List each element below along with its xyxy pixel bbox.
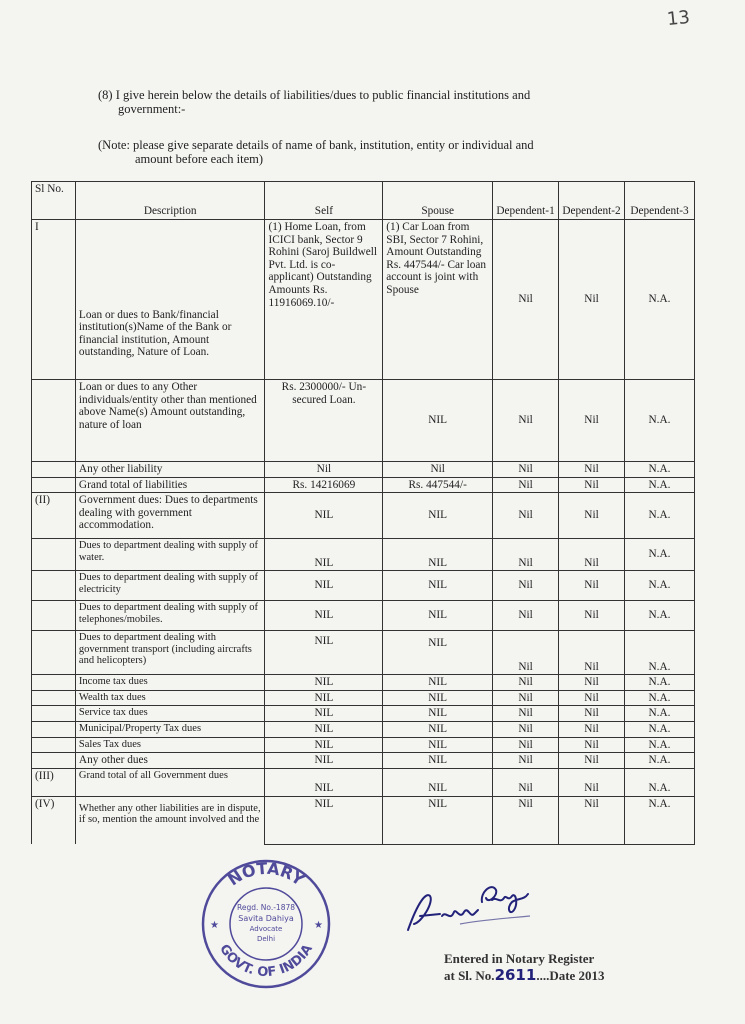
row-description: Any other dues: [75, 753, 265, 769]
intro-paragraph: [98, 88, 678, 116]
note-line: amount before each item): [135, 152, 264, 166]
row-dependent-3: N.A.: [625, 477, 695, 493]
row-sl: [32, 721, 76, 737]
table-row: [32, 462, 695, 478]
header-dependent-1: Dependent-1: [493, 182, 559, 220]
header-self: Self: [265, 182, 383, 220]
row-self: NIL: [265, 601, 383, 631]
header-dependent-3: Dependent-3: [625, 182, 695, 220]
row-dependent-1: Nil: [493, 631, 559, 675]
row-sl: [32, 571, 76, 601]
row-sl: [32, 706, 76, 722]
notary-stamp: [200, 858, 332, 990]
row-description: Grand total of liabilities: [75, 477, 265, 493]
row-dependent-2: Nil: [559, 493, 625, 539]
row-dependent-3: N.A.: [625, 601, 695, 631]
row-dependent-3: N.A.: [625, 737, 695, 753]
row-sl: [32, 753, 76, 769]
entered-line-2: [444, 967, 605, 984]
stamp-top-text: NOTARY: [224, 858, 308, 890]
row-self: NIL: [265, 768, 383, 796]
row-dependent-3: N.A.: [625, 675, 695, 691]
table-row: [32, 768, 695, 796]
row-dependent-1: Nil: [493, 796, 559, 844]
row-description: Wealth tax dues: [75, 690, 265, 706]
table-row: [32, 380, 695, 462]
row-dependent-2: Nil: [559, 675, 625, 691]
table-header-row: [32, 182, 695, 220]
row-sl: [32, 380, 76, 462]
header-spouse: Spouse: [383, 182, 493, 220]
row-self: NIL: [265, 796, 383, 844]
row-self: NIL: [265, 737, 383, 753]
table-row: [32, 796, 695, 844]
stamp-line: Savita Dahiya: [238, 914, 294, 923]
notary-register-entry: [444, 950, 605, 984]
row-dependent-1: Nil: [493, 706, 559, 722]
row-sl: (III): [32, 768, 76, 796]
table-row: [32, 539, 695, 571]
row-dependent-1: Nil: [493, 571, 559, 601]
table-row: [32, 631, 695, 675]
table-row: [32, 220, 695, 380]
row-dependent-1: Nil: [493, 737, 559, 753]
row-dependent-1: Nil: [493, 220, 559, 380]
header-sl: Sl No.: [32, 182, 76, 220]
row-dependent-2: Nil: [559, 571, 625, 601]
row-dependent-1: Nil: [493, 753, 559, 769]
star-icon: ★: [314, 920, 323, 931]
row-dependent-2: Nil: [559, 721, 625, 737]
table-row: [32, 493, 695, 539]
stamp-line: Delhi: [256, 935, 276, 943]
table-row: [32, 706, 695, 722]
row-dependent-3: N.A.: [625, 796, 695, 844]
row-self: Rs. 2300000/- Un-secured Loan.: [265, 380, 383, 462]
row-self: Nil: [265, 462, 383, 478]
row-description: Dues to department dealing with supply of electricity: [75, 571, 265, 601]
row-dependent-1: Nil: [493, 721, 559, 737]
row-dependent-1: Nil: [493, 690, 559, 706]
header-description: Description: [75, 182, 265, 220]
row-dependent-2: Nil: [559, 631, 625, 675]
entered-sl-label: at Sl. No.: [444, 968, 495, 983]
row-self: (1) Home Loan, from ICICI bank, Sector 9 Rohini (Saroj Buildwell Pvt. Ltd. is co-applicant) Outstanding Amounts Rs. 11916069.10/-: [265, 220, 383, 380]
intro-line: (8) I give herein below the details of liabilities/dues to public financial institutions and: [98, 88, 531, 102]
row-sl: (IV): [32, 796, 76, 844]
row-dependent-1: Nil: [493, 539, 559, 571]
table-row: [32, 477, 695, 493]
row-dependent-2: Nil: [559, 690, 625, 706]
row-dependent-3: N.A.: [625, 380, 695, 462]
row-self: NIL: [265, 631, 383, 675]
row-dependent-3: N.A.: [625, 690, 695, 706]
row-self: NIL: [265, 539, 383, 571]
row-description: Sales Tax dues: [75, 737, 265, 753]
row-dependent-3: N.A.: [625, 706, 695, 722]
row-spouse: NIL: [383, 539, 493, 571]
intro-line: government:-: [118, 102, 186, 116]
row-dependent-2: Nil: [559, 753, 625, 769]
row-description: Grand total of all Government dues: [75, 768, 265, 796]
signature: [400, 872, 540, 942]
row-spouse: NIL: [383, 721, 493, 737]
star-icon: ★: [210, 920, 219, 931]
row-dependent-2: Nil: [559, 380, 625, 462]
row-dependent-1: Nil: [493, 380, 559, 462]
row-spouse: (1) Car Loan from SBI, Sector 7 Rohini, Amount Outstanding Rs. 447544/- Car loan account is joint with Spouse: [383, 220, 493, 380]
row-dependent-1: Nil: [493, 675, 559, 691]
row-spouse: NIL: [383, 690, 493, 706]
row-description: Loan or dues to any Other individuals/entity other than mentioned above Name(s) Amount outstanding, nature of loan: [75, 380, 265, 462]
row-dependent-3: N.A.: [625, 721, 695, 737]
row-self: NIL: [265, 675, 383, 691]
row-sl: [32, 675, 76, 691]
row-sl: [32, 539, 76, 571]
row-self: NIL: [265, 571, 383, 601]
note-paragraph: [98, 138, 618, 166]
row-dependent-3: N.A.: [625, 768, 695, 796]
row-dependent-3: N.A.: [625, 462, 695, 478]
row-spouse: NIL: [383, 571, 493, 601]
row-sl: [32, 631, 76, 675]
row-spouse: NIL: [383, 768, 493, 796]
header-dependent-2: Dependent-2: [559, 182, 625, 220]
row-description: Loan or dues to Bank/financial institution(s)Name of the Bank or financial institution, Amount outstanding, Nature of Loan.: [75, 220, 265, 380]
row-spouse: NIL: [383, 493, 493, 539]
row-self: NIL: [265, 721, 383, 737]
row-sl: [32, 690, 76, 706]
stamp-line: Advocate: [249, 925, 283, 933]
row-spouse: Nil: [383, 462, 493, 478]
entered-date: ....Date 2013: [536, 968, 605, 983]
table-row: [32, 675, 695, 691]
table-row: [32, 571, 695, 601]
note-line: (Note: please give separate details of name of bank, institution, entity or individual and: [98, 138, 534, 152]
row-sl: [32, 737, 76, 753]
row-spouse: NIL: [383, 631, 493, 675]
row-dependent-3: N.A.: [625, 571, 695, 601]
row-dependent-2: Nil: [559, 462, 625, 478]
row-dependent-2: Nil: [559, 220, 625, 380]
row-dependent-3: N.A.: [625, 220, 695, 380]
row-spouse: NIL: [383, 380, 493, 462]
row-spouse: NIL: [383, 753, 493, 769]
row-sl: [32, 477, 76, 493]
row-self: Rs. 14216069: [265, 477, 383, 493]
row-dependent-2: Nil: [559, 737, 625, 753]
row-sl: [32, 601, 76, 631]
row-dependent-2: Nil: [559, 601, 625, 631]
row-dependent-2: Nil: [559, 706, 625, 722]
row-dependent-2: Nil: [559, 796, 625, 844]
row-description: Any other liability: [75, 462, 265, 478]
row-dependent-2: Nil: [559, 539, 625, 571]
row-dependent-1: Nil: [493, 462, 559, 478]
row-dependent-2: Nil: [559, 477, 625, 493]
row-description: Dues to department dealing with government transport (including aircrafts and helicopters): [75, 631, 265, 675]
page-number: 13: [666, 6, 692, 31]
row-description: Municipal/Property Tax dues: [75, 721, 265, 737]
stamp-line: Regd. No.-1878: [236, 903, 296, 912]
row-dependent-2: Nil: [559, 768, 625, 796]
row-spouse: NIL: [383, 601, 493, 631]
row-spouse: NIL: [383, 737, 493, 753]
row-self: NIL: [265, 493, 383, 539]
row-dependent-3: N.A.: [625, 493, 695, 539]
row-sl: [32, 462, 76, 478]
row-spouse: NIL: [383, 675, 493, 691]
row-self: NIL: [265, 753, 383, 769]
row-description: Service tax dues: [75, 706, 265, 722]
table-row: [32, 601, 695, 631]
svg-text:NOTARY: [224, 859, 308, 890]
row-dependent-1: Nil: [493, 768, 559, 796]
row-description: Income tax dues: [75, 675, 265, 691]
liabilities-table: [31, 181, 695, 845]
row-description: Whether any other liabilities are in dispute, if so, mention the amount involved and the: [75, 796, 265, 844]
row-dependent-1: Nil: [493, 477, 559, 493]
row-dependent-1: Nil: [493, 601, 559, 631]
row-description: Dues to department dealing with supply of water.: [75, 539, 265, 571]
table-row: [32, 690, 695, 706]
row-dependent-3: N.A.: [625, 539, 695, 571]
row-spouse: Rs. 447544/-: [383, 477, 493, 493]
svg-text:GOVT. OF INDIA: [216, 942, 316, 980]
row-self: NIL: [265, 706, 383, 722]
entered-line-1: Entered in Notary Register: [444, 951, 595, 966]
row-sl: (II): [32, 493, 76, 539]
row-spouse: NIL: [383, 796, 493, 844]
row-dependent-3: N.A.: [625, 753, 695, 769]
entered-sl-number: 2611: [494, 966, 537, 984]
table-row: [32, 753, 695, 769]
stamp-bottom-text: GOVT. OF INDIA: [216, 941, 316, 981]
row-description: Government dues: Dues to departments dealing with government accommodation.: [75, 493, 265, 539]
row-self: NIL: [265, 690, 383, 706]
table-row: [32, 721, 695, 737]
row-description: Dues to department dealing with supply of telephones/mobiles.: [75, 601, 265, 631]
table-row: [32, 737, 695, 753]
row-dependent-1: Nil: [493, 493, 559, 539]
row-spouse: NIL: [383, 706, 493, 722]
row-sl: I: [32, 220, 76, 380]
row-dependent-3: N.A.: [625, 631, 695, 675]
